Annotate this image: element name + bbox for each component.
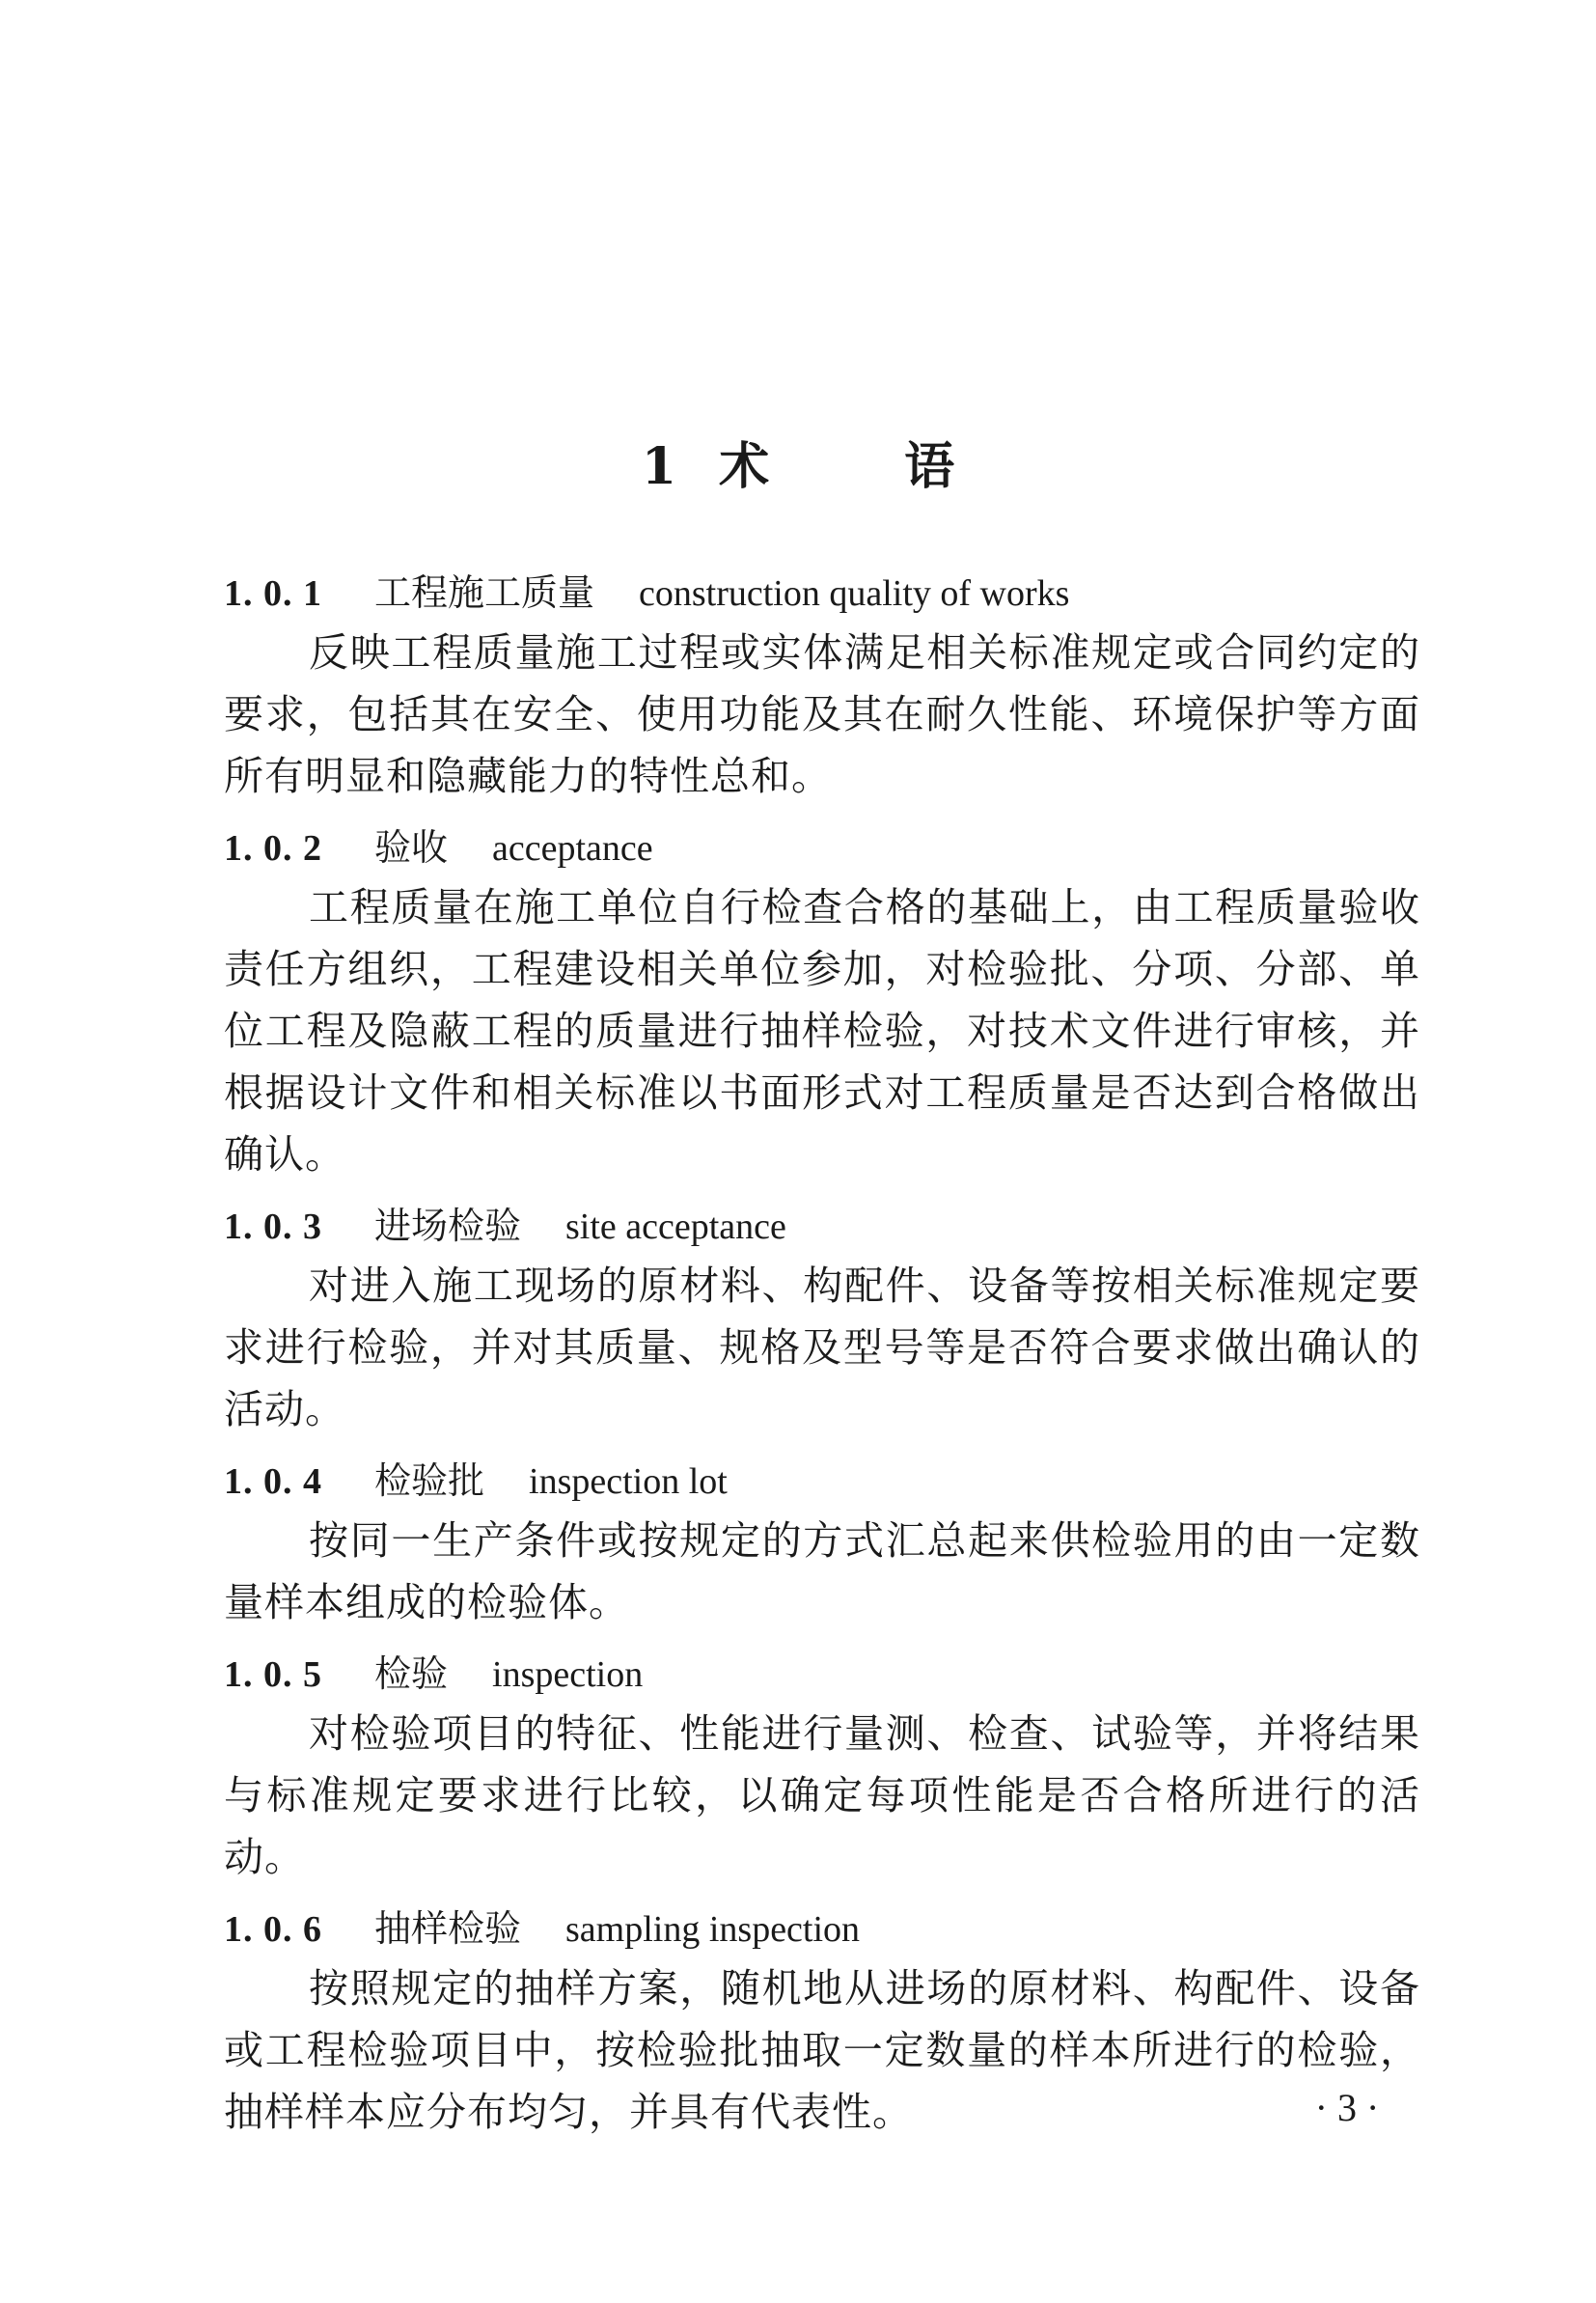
term-number: 1. 0. 4 bbox=[224, 1461, 322, 1502]
page-number: · 3 · bbox=[1314, 2086, 1380, 2129]
term-number: 1. 0. 6 bbox=[224, 1909, 322, 1950]
term-heading bbox=[224, 1639, 1420, 1703]
term-heading bbox=[224, 558, 1420, 622]
term-entry bbox=[224, 1639, 1420, 1888]
term-chinese: 工程施工质量 bbox=[374, 571, 595, 614]
term-entry bbox=[224, 1446, 1420, 1633]
term-definition: 按同一生产条件或按规定的方式汇总起来供检验用的由一定数量样本组成的检验体。 bbox=[224, 1517, 1420, 1625]
term-chinese: 进场检验 bbox=[374, 1205, 522, 1247]
term-chinese: 抽样检验 bbox=[374, 1907, 522, 1950]
term-definition: 对进入施工现场的原材料、构配件、设备等按相关标准规定要求进行检验，并对其质量、规格及型号等是否符合要求做出确认的活动。 bbox=[224, 1262, 1420, 1432]
term-entry bbox=[224, 813, 1420, 1185]
term-number: 1. 0. 5 bbox=[224, 1654, 322, 1695]
term-heading bbox=[224, 1446, 1420, 1510]
chapter-title-char-2: 语 bbox=[904, 437, 955, 496]
term-chinese: 验收 bbox=[374, 826, 449, 869]
term-english: site acceptance bbox=[565, 1207, 786, 1247]
term-entry bbox=[224, 1191, 1420, 1440]
chapter-title-char-1: 术 bbox=[719, 437, 770, 496]
term-chinese: 检验 bbox=[374, 1652, 449, 1695]
term-english: inspection lot bbox=[529, 1461, 728, 1502]
term-definition: 反映工程质量施工过程或实体满足相关标准规定或合同约定的要求，包括其在安全、使用功能及其在耐久性能、环境保护等方面所有明显和隐藏能力的特性总和。 bbox=[224, 629, 1420, 799]
term-heading bbox=[224, 1894, 1420, 1957]
term-heading bbox=[224, 1191, 1420, 1255]
term-entry bbox=[224, 1894, 1420, 2143]
term-definition: 对检验项目的特征、性能进行量测、检查、试验等，并将结果与标准规定要求进行比较，以确定每项性能是否合格所进行的活动。 bbox=[224, 1710, 1420, 1880]
term-definition: 按照规定的抽样方案，随机地从进场的原材料、构配件、设备或工程检验项目中，按检验批抽取一定数量的样本所进行的检验，抽样样本应分布均匀，并具有代表性。 bbox=[224, 1965, 1420, 2135]
chapter-number: 1 bbox=[641, 437, 677, 496]
term-english: acceptance bbox=[492, 828, 653, 869]
term-english: sampling inspection bbox=[565, 1909, 861, 1950]
term-number: 1. 0. 3 bbox=[224, 1207, 322, 1247]
term-number: 1. 0. 1 bbox=[224, 573, 322, 614]
term-number: 1. 0. 2 bbox=[224, 828, 322, 869]
term-entry bbox=[224, 558, 1420, 807]
term-heading bbox=[224, 813, 1420, 876]
term-definition: 工程质量在施工单位自行检查合格的基础上，由工程质量验收责任方组织，工程建设相关单位参加，对检验批、分项、分部、单位工程及隐蔽工程的质量进行抽样检验，对技术文件进行审核，并根据设计文件和相关标准以书面形式对工程质量是否达到合格做出确认。 bbox=[224, 884, 1420, 1178]
term-english: inspection bbox=[492, 1654, 644, 1695]
terms-list bbox=[224, 558, 1420, 2149]
chapter-title bbox=[0, 432, 1596, 502]
term-chinese: 检验批 bbox=[374, 1459, 485, 1502]
term-english: construction quality of works bbox=[639, 573, 1070, 614]
